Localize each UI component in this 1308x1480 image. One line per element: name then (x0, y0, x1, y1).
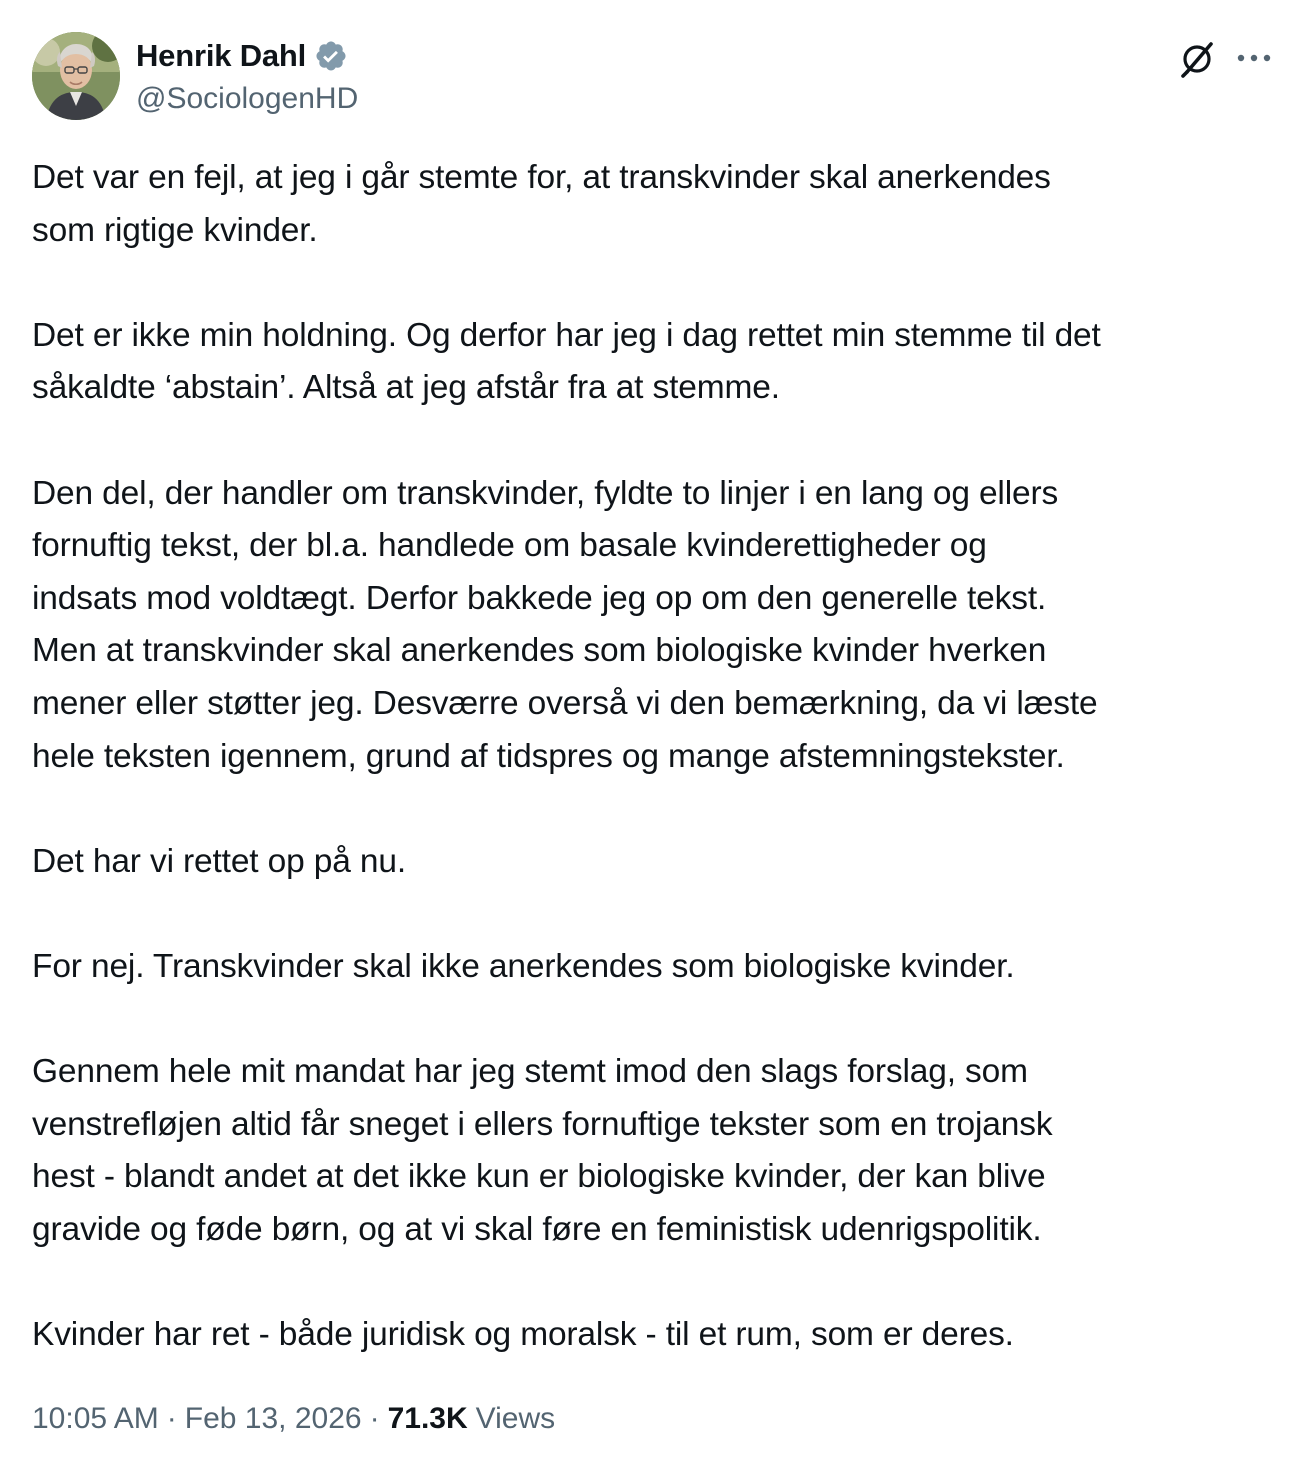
tweet-text (32, 152, 1282, 1362)
tweet-line: såkaldte ‘abstain’. Altså at jeg afstår fra at stemme. (32, 369, 780, 407)
paragraph-gap (32, 994, 1282, 1047)
tweet-line: mener eller støtter jeg. Desværre overså vi den bemærkning, da vi læste (32, 684, 1098, 722)
author-info (136, 36, 358, 116)
tweet-line: hele teksten igennem, grund af tidspres og mange afstemningstekster. (32, 737, 1065, 775)
tweet-line: Den del, der handler om transkvinder, fyldte to linjer i en lang og ellers (32, 474, 1059, 512)
tweet-line: som rigtige kvinder. (32, 211, 318, 249)
views-label: Views (475, 1402, 556, 1435)
tweet-line: indsats mod voldtægt. Derfor bakkede jeg op om den generelle tekst. (32, 579, 1047, 617)
tweet-line: hest - blandt andet at det ikke kun er biologiske kvinder, der kan blive (32, 1158, 1046, 1196)
author-avatar[interactable] (32, 32, 120, 120)
paragraph-gap (32, 257, 1282, 310)
tweet-line: For nej. Transkvinder skal ikke anerkendes som biologiske kvinder. (32, 947, 1015, 985)
views-count[interactable]: 71.3K (387, 1402, 468, 1435)
tweet-line: venstrefløjen altid får sneget i ellers fornuftige tekster som en trojansk (32, 1105, 1053, 1143)
verified-badge-icon[interactable] (314, 39, 348, 73)
tweet-header (32, 32, 1276, 124)
tweet-line: Men at transkvinder skal anerkendes som biologiske kvinder hverken (32, 632, 1047, 670)
tweet-time[interactable]: 10:05 AM (32, 1402, 159, 1435)
paragraph-gap (32, 888, 1282, 941)
author-handle[interactable]: @SociologenHD (136, 82, 359, 115)
author-display-name[interactable]: Henrik Dahl (136, 38, 307, 73)
more-icon (1236, 52, 1272, 64)
tweet-line: fornuftig tekst, der bl.a. handlede om basale kvinderettigheder og (32, 527, 987, 565)
tweet-line: Gennem hele mit mandat har jeg stemt imod den slags forslag, som (32, 1053, 1028, 1091)
grok-button[interactable] (1176, 36, 1220, 80)
paragraph-gap (32, 1256, 1282, 1309)
meta-separator: · (369, 1402, 380, 1435)
avatar-photo (32, 32, 120, 120)
tweet-line: Det har vi rettet op på nu. (32, 842, 406, 880)
meta-separator: · (166, 1402, 177, 1435)
tweet-line: Det er ikke min holdning. Og derfor har jeg i dag rettet min stemme til det (32, 316, 1101, 354)
tweet-line: Kvinder har ret - både juridisk og moralsk - til et rum, som er deres. (32, 1316, 1014, 1354)
author-name-row (136, 36, 358, 76)
paragraph-gap (32, 783, 1282, 836)
more-options-button[interactable] (1232, 36, 1276, 80)
paragraph-gap (32, 415, 1282, 468)
tweet-line: Det var en fejl, at jeg i går stemte for, at transkvinder skal anerkendes (32, 159, 1051, 196)
tweet-date[interactable]: Feb 13, 2026 (184, 1402, 362, 1435)
tweet-line: gravide og føde børn, og at vi skal føre en feministisk udenrigspolitik. (32, 1210, 1042, 1248)
tweet-meta (32, 1402, 555, 1436)
grok-icon (1178, 38, 1218, 78)
